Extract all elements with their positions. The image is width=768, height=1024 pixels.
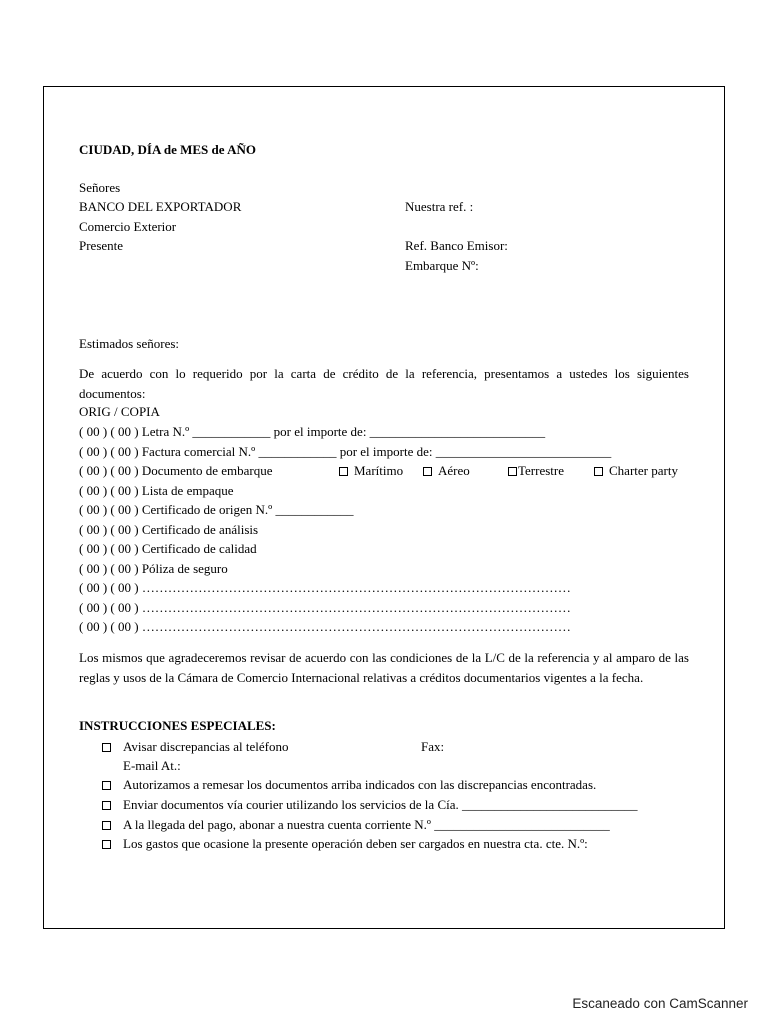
instruction-gastos[interactable]: Los gastos que ocasione la presente operación deben ser cargados en nuestra cta. cte. N.º:: [102, 836, 588, 851]
doc-poliza-seguro: ( 00 ) ( 00 ) Póliza de seguro: [79, 561, 228, 576]
doc-lista-empaque: ( 00 ) ( 00 ) Lista de empaque: [79, 483, 234, 498]
fax-label: Fax:: [421, 739, 445, 754]
department: Comercio Exterior: [79, 219, 177, 234]
checkbox-icon: [102, 781, 111, 790]
presente-label: Presente: [79, 238, 124, 253]
ref-banco-emisor-label: Ref. Banco Emisor:: [405, 238, 508, 253]
doc-certificado-calidad: ( 00 ) ( 00 ) Certificado de calidad: [79, 541, 257, 556]
instructions-title: INSTRUCCIONES ESPECIALES:: [79, 718, 276, 733]
instruction-courier[interactable]: Enviar documentos vía courier utilizando los servicios de la Cía. ___________________________: [102, 797, 638, 812]
checkbox-icon: [339, 467, 348, 476]
checkbox-icon: [423, 467, 432, 476]
date-line: CIUDAD, DÍA de MES de AÑO: [79, 142, 256, 157]
checkbox-icon: [102, 801, 111, 810]
checkbox-icon: [102, 840, 111, 849]
checkbox-icon: [508, 467, 517, 476]
doc-letra: ( 00 ) ( 00 ) Letra N.º ____________ por el importe de: ___________________________: [79, 424, 546, 439]
instruction-phone[interactable]: Avisar discrepancias al teléfono: [102, 739, 288, 754]
instruction-autorizamos[interactable]: Autorizamos a remesar los documentos arriba indicados con las discrepancias encontradas.: [102, 777, 596, 792]
email-label: E-mail At.:: [123, 758, 181, 773]
doc-certificado-origen: ( 00 ) ( 00 ) Certificado de origen N.º ____________: [79, 502, 354, 517]
checkbox-icon: [594, 467, 603, 476]
option-maritimo[interactable]: Marítimo: [339, 463, 403, 478]
salutation-to: Señores: [79, 180, 121, 195]
greeting: Estimados señores:: [79, 336, 180, 351]
embarque-label: Embarque Nº:: [405, 258, 479, 273]
intro-paragraph: De acuerdo con lo requerido por la carta de crédito de la referencia, presentamos a ustedes los siguientes documentos:: [79, 366, 689, 401]
option-aereo[interactable]: Aéreo: [423, 463, 470, 478]
doc-factura: ( 00 ) ( 00 ) Factura comercial N.º ____________ por el importe de: ___________________________: [79, 444, 612, 459]
closing-paragraph: Los mismos que agradeceremos revisar de acuerdo con las condiciones de la L/C de la referencia y al amparo de las reglas y usos de la Cámara de Comercio Internacional relativas a créditos documentarios vigentes a la fecha.: [79, 650, 689, 685]
checkbox-icon: [102, 743, 111, 752]
doc-blank-line: ( 00 ) ( 00 ) ………………………………………………………………………………………: [79, 619, 571, 634]
doc-blank-line: ( 00 ) ( 00 ) ………………………………………………………………………………………: [79, 600, 571, 615]
doc-certificado-analisis: ( 00 ) ( 00 ) Certificado de análisis: [79, 522, 259, 537]
orig-copia-label: ORIG / COPIA: [79, 404, 160, 419]
bank-name: BANCO DEL EXPORTADOR: [79, 199, 242, 214]
checkbox-icon: [102, 821, 111, 830]
instruction-abono[interactable]: A la llegada del pago, abonar a nuestra cuenta corriente N.º ___________________________: [102, 817, 610, 832]
doc-embarque: ( 00 ) ( 00 ) Documento de embarque: [79, 463, 273, 478]
doc-blank-line: ( 00 ) ( 00 ) ………………………………………………………………………………………: [79, 580, 571, 595]
option-terrestre[interactable]: Terrestre: [508, 463, 564, 478]
option-charter-party[interactable]: Charter party: [594, 463, 678, 478]
nuestra-ref-label: Nuestra ref. :: [405, 199, 474, 214]
scanner-footer: Escaneado con CamScanner: [572, 996, 748, 1011]
